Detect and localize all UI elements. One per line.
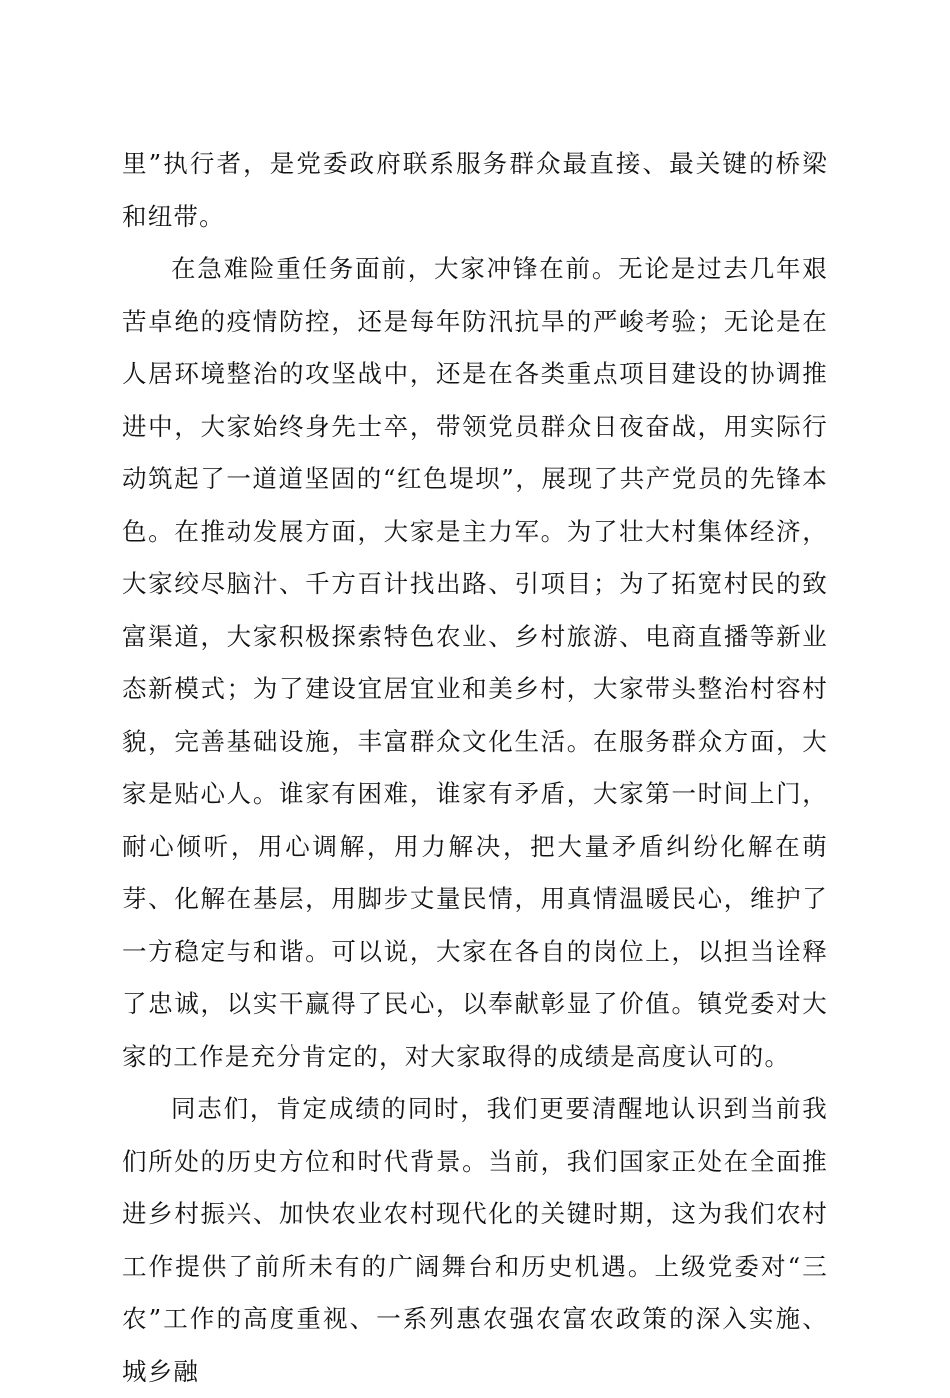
paragraph-continuation: 里”执行者，是党委政府联系服务群众最直接、最关键的桥梁和纽带。	[122, 149, 828, 231]
paragraph-situation: 同志们，肯定成绩的同时，我们更要清醒地认识到当前我们所处的历史方位和时代背景。当前，我们国家正处在全面推进乡村振兴、加快农业农村现代化的关键时期，这为我们农村工作提供了前所未有的广阔舞台和历史机遇。上级党委对“三农”工作的高度重视、一系列惠农强农富农政策的深入实施、城乡融	[122, 1094, 828, 1386]
body-text	[122, 138, 828, 1398]
paragraph-achievements: 在急难险重任务面前，大家冲锋在前。无论是过去几年艰苦卓绝的疫情防控，还是每年防汛抗旱的严峻考验；无论是在人居环境整治的攻坚战中，还是在各类重点项目建设的协调推进中，大家始终身先士卒，带领党员群众日夜奋战，用实际行动筑起了一道道坚固的“红色堤坝”，展现了共产党员的先锋本色。在推动发展方面，大家是主力军。为了壮大村集体经济，大家绞尽脑汁、千方百计找出路、引项目；为了拓宽村民的致富渠道，大家积极探索特色农业、乡村旅游、电商直播等新业态新模式；为了建设宜居宜业和美乡村，大家带头整治村容村貌，完善基础设施，丰富群众文化生活。在服务群众方面，大家是贴心人。谁家有困难，谁家有矛盾，大家第一时间上门，耐心倾听，用心调解，用力解决，把大量矛盾纠纷化解在萌芽、化解在基层，用脚步丈量民情，用真情温暖民心，维护了一方稳定与和谐。可以说，大家在各自的岗位上，以担当诠释了忠诚，以实干赢得了民心，以奉献彰显了价值。镇党委对大家的工作是充分肯定的，对大家取得的成绩是高度认可的。	[122, 254, 828, 1071]
